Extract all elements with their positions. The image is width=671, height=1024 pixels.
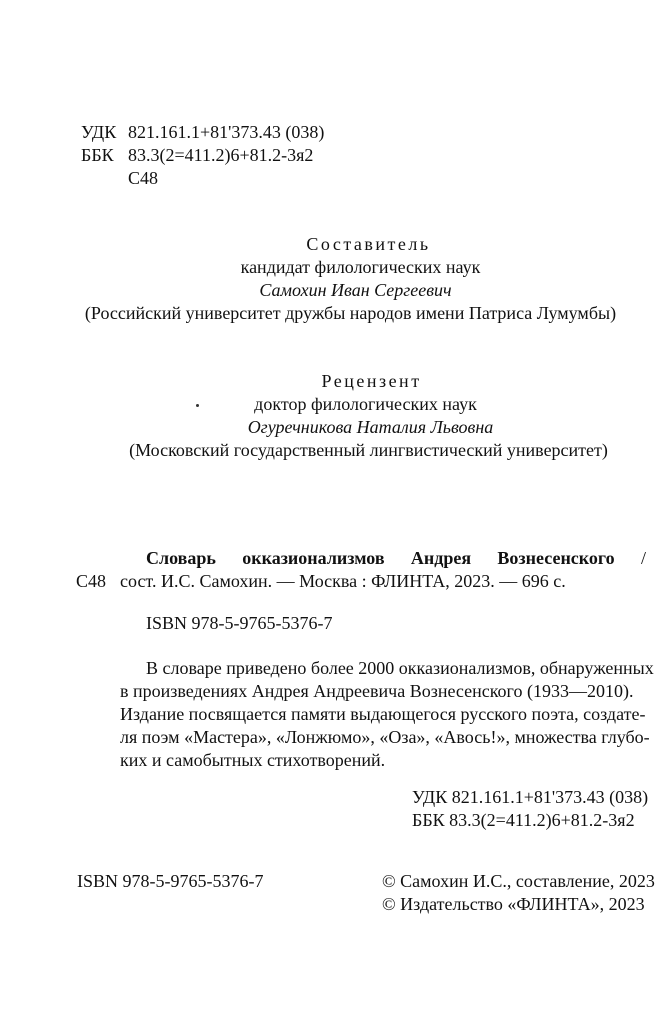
title-word: окказионализмов	[242, 548, 385, 568]
title-word: Вознесенского	[497, 548, 615, 568]
udk-value: 821.161.1+81'373.43 (038)	[128, 122, 325, 142]
copyright-publisher: © Издательство «ФЛИНТА», 2023	[382, 894, 645, 914]
author-mark: С48	[128, 168, 159, 188]
udk-repeat: УДК 821.161.1+81'373.43 (038)	[412, 787, 649, 807]
annotation-line: В словаре приведено более 2000 окказионализмов, обнаруженных	[146, 658, 654, 678]
footer-isbn: ISBN 978-5-9765-5376-7	[77, 871, 264, 891]
title-slash: /	[640, 548, 646, 568]
scan-speck	[196, 404, 199, 407]
compiler-affiliation: (Российский университет дружбы народов имени Патриса Лумумбы)	[84, 303, 617, 323]
bib-details: сост. И.С. Самохин. — Москва : ФЛИНТА, 2023. — 696 с.	[120, 571, 566, 591]
annotation-line: ля поэм «Мастера», «Лонжюмо», «Оза», «Авось!», множества глубо-	[120, 727, 650, 747]
book-title-line	[146, 547, 646, 569]
reviewer-affiliation: (Московский государственный лингвистический университет)	[129, 440, 608, 460]
bbk-value: 83.3(2=411.2)6+81.2-3я2	[128, 145, 314, 165]
annotation-line: ких и самобытных стихотворений.	[120, 750, 386, 770]
bib-mark: С48	[76, 571, 107, 591]
bib-isbn: ISBN 978-5-9765-5376-7	[146, 613, 333, 633]
bbk-repeat: ББК 83.3(2=411.2)6+81.2-3я2	[412, 810, 635, 830]
copyright-compiler: © Самохин И.С., составление, 2023	[382, 871, 655, 891]
reviewer-name: Огуречникова Наталия Львовна	[247, 417, 494, 437]
compiler-degree: кандидат филологических наук	[240, 257, 481, 277]
udk-label: УДК	[81, 122, 117, 142]
title-word: Словарь	[146, 548, 216, 568]
title-word: Андрея	[410, 548, 472, 568]
compiler-heading: Составитель	[306, 234, 431, 254]
bbk-label: ББК	[81, 145, 114, 165]
reviewer-degree: доктор филологических наук	[254, 394, 477, 414]
compiler-name: Самохин Иван Сергеевич	[259, 280, 452, 300]
annotation-line: Издание посвящается памяти выдающегося русского поэта, создате-	[120, 704, 646, 724]
annotation-line: в произведениях Андрея Андреевича Вознесенского (1933—2010).	[120, 681, 634, 701]
reviewer-heading: Рецензент	[321, 371, 422, 391]
